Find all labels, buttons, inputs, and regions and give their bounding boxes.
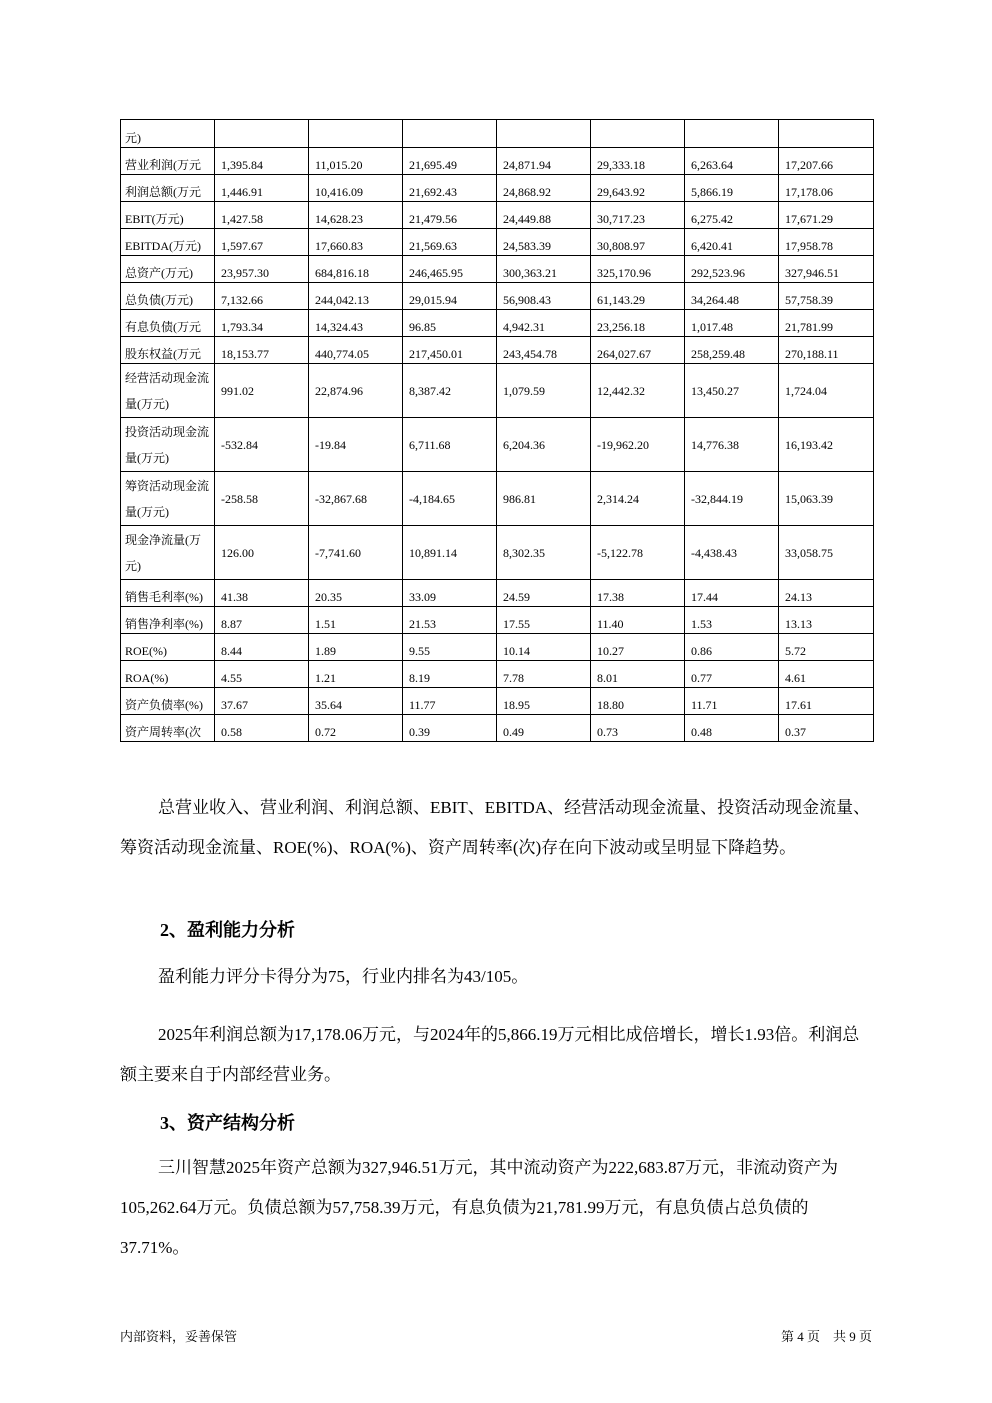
table-cell: 14,628.23 xyxy=(309,202,403,229)
table-cell: 8.44 xyxy=(215,634,309,661)
table-cell: 21,781.99 xyxy=(779,310,874,337)
row-label: 总资产(万元) xyxy=(121,256,215,283)
table-cell: -19,962.20 xyxy=(591,418,685,472)
table-cell: -32,844.19 xyxy=(685,472,779,526)
table-cell: 21,692.43 xyxy=(403,175,497,202)
table-cell: 18.80 xyxy=(591,688,685,715)
table-cell: 0.73 xyxy=(591,715,685,742)
section-heading-asset-structure: 3、资产结构分析 xyxy=(160,1113,295,1133)
table-cell: 17,958.78 xyxy=(779,229,874,256)
table-cell: 4.61 xyxy=(779,661,874,688)
table-row xyxy=(121,526,874,580)
table-cell: 10.14 xyxy=(497,634,591,661)
table-cell xyxy=(779,120,874,148)
row-label: 资产负债率(%) xyxy=(121,688,215,715)
table-cell: 8,387.42 xyxy=(403,364,497,418)
table-cell: 264,027.67 xyxy=(591,337,685,364)
table-cell: 61,143.29 xyxy=(591,283,685,310)
table-cell: 15,063.39 xyxy=(779,472,874,526)
table-row xyxy=(121,229,874,256)
table-cell: -4,184.65 xyxy=(403,472,497,526)
row-label: 现金净流量(万元) xyxy=(121,526,215,580)
table-cell: 17,660.83 xyxy=(309,229,403,256)
table-row xyxy=(121,175,874,202)
table-cell: 30,717.23 xyxy=(591,202,685,229)
table-cell: 11.77 xyxy=(403,688,497,715)
table-cell: 1,017.48 xyxy=(685,310,779,337)
table-cell xyxy=(215,120,309,148)
table-cell: 24.59 xyxy=(497,580,591,607)
row-label: ROA(%) xyxy=(121,661,215,688)
table-cell: 6,275.42 xyxy=(685,202,779,229)
table-row xyxy=(121,607,874,634)
table-cell: 1.89 xyxy=(309,634,403,661)
table-cell: 991.02 xyxy=(215,364,309,418)
table-cell: 29,333.18 xyxy=(591,148,685,175)
table-cell: 0.58 xyxy=(215,715,309,742)
table-cell: 1,793.34 xyxy=(215,310,309,337)
table-cell: 23,957.30 xyxy=(215,256,309,283)
table-cell: 17.55 xyxy=(497,607,591,634)
table-row xyxy=(121,337,874,364)
table-cell: 56,908.43 xyxy=(497,283,591,310)
table-cell: 22,874.96 xyxy=(309,364,403,418)
table-cell: 17,671.29 xyxy=(779,202,874,229)
table-cell: -532.84 xyxy=(215,418,309,472)
table-row xyxy=(121,580,874,607)
row-label: EBITDA(万元) xyxy=(121,229,215,256)
table-cell: -5,122.78 xyxy=(591,526,685,580)
table-cell: -7,741.60 xyxy=(309,526,403,580)
table-cell: 57,758.39 xyxy=(779,283,874,310)
table-row xyxy=(121,202,874,229)
table-cell: 33,058.75 xyxy=(779,526,874,580)
table-cell: 29,015.94 xyxy=(403,283,497,310)
row-label: EBIT(万元) xyxy=(121,202,215,229)
table-cell: 5.72 xyxy=(779,634,874,661)
table-cell: 684,816.18 xyxy=(309,256,403,283)
table-cell: 21.53 xyxy=(403,607,497,634)
table-row xyxy=(121,661,874,688)
row-label: 资产周转率(次 xyxy=(121,715,215,742)
table-cell: 17,207.66 xyxy=(779,148,874,175)
table-cell: 440,774.05 xyxy=(309,337,403,364)
table-cell: 1.51 xyxy=(309,607,403,634)
table-cell: 24,583.39 xyxy=(497,229,591,256)
row-label: 销售净利率(%) xyxy=(121,607,215,634)
table-cell: 24,871.94 xyxy=(497,148,591,175)
table-cell: 270,188.11 xyxy=(779,337,874,364)
table-cell: 7,132.66 xyxy=(215,283,309,310)
table-cell: 258,259.48 xyxy=(685,337,779,364)
table-cell: 10.27 xyxy=(591,634,685,661)
row-label: 利润总额(万元 xyxy=(121,175,215,202)
row-label: 有息负债(万元 xyxy=(121,310,215,337)
table-cell: 6,420.41 xyxy=(685,229,779,256)
row-label: 经营活动现金流量(万元) xyxy=(121,364,215,418)
table-row xyxy=(121,120,874,148)
table-cell: 24.13 xyxy=(779,580,874,607)
table-cell: 24,449.88 xyxy=(497,202,591,229)
table-cell: 11.40 xyxy=(591,607,685,634)
table-cell: 14,324.43 xyxy=(309,310,403,337)
table-row xyxy=(121,418,874,472)
table-cell: 0.39 xyxy=(403,715,497,742)
table-cell: 35.64 xyxy=(309,688,403,715)
table-cell: 34,264.48 xyxy=(685,283,779,310)
table-cell: 12,442.32 xyxy=(591,364,685,418)
summary-paragraph: 总营业收入、营业利润、利润总额、EBIT、EBITDA、经营活动现金流量、投资活动现金流量、筹资活动现金流量、ROE(%)、ROA(%)、资产周转率(次)存在向下波动或呈明显下降趋势。 xyxy=(120,798,871,857)
footer-confidential-note: 内部资料，妥善保管 xyxy=(120,1329,238,1344)
table-cell: 17.61 xyxy=(779,688,874,715)
table-row xyxy=(121,364,874,418)
row-label: 总负债(万元) xyxy=(121,283,215,310)
table-cell: 7.78 xyxy=(497,661,591,688)
table-cell: 1,446.91 xyxy=(215,175,309,202)
table-cell: 1,395.84 xyxy=(215,148,309,175)
table-cell: -4,438.43 xyxy=(685,526,779,580)
table-cell: 41.38 xyxy=(215,580,309,607)
table-cell: 24,868.92 xyxy=(497,175,591,202)
table-cell: 4.55 xyxy=(215,661,309,688)
table-cell: 10,891.14 xyxy=(403,526,497,580)
table-cell: -19.84 xyxy=(309,418,403,472)
table-row xyxy=(121,634,874,661)
table-cell: 246,465.95 xyxy=(403,256,497,283)
table-cell: 1,427.58 xyxy=(215,202,309,229)
table-body xyxy=(121,120,874,742)
table-cell: 1,597.67 xyxy=(215,229,309,256)
table-cell: 2,314.24 xyxy=(591,472,685,526)
table-cell: 0.77 xyxy=(685,661,779,688)
table-cell: 29,643.92 xyxy=(591,175,685,202)
table-row xyxy=(121,688,874,715)
table-cell: 325,170.96 xyxy=(591,256,685,283)
table-cell: 327,946.51 xyxy=(779,256,874,283)
profitability-score-paragraph: 盈利能力评分卡得分为75，行业内排名为43/105。 xyxy=(158,967,529,986)
row-label: 股东权益(万元 xyxy=(121,337,215,364)
table-cell: 8.87 xyxy=(215,607,309,634)
table-cell: 300,363.21 xyxy=(497,256,591,283)
table-cell: 986.81 xyxy=(497,472,591,526)
table-cell: 17,178.06 xyxy=(779,175,874,202)
table-cell: 5,866.19 xyxy=(685,175,779,202)
table-cell: 8.19 xyxy=(403,661,497,688)
table-cell: 30,808.97 xyxy=(591,229,685,256)
table-cell: 244,042.13 xyxy=(309,283,403,310)
table-cell: 21,569.63 xyxy=(403,229,497,256)
table-cell: 6,204.36 xyxy=(497,418,591,472)
table-cell: 96.85 xyxy=(403,310,497,337)
table-row xyxy=(121,715,874,742)
table-cell: 1,724.04 xyxy=(779,364,874,418)
table-cell: 11.71 xyxy=(685,688,779,715)
row-label: 营业利润(万元 xyxy=(121,148,215,175)
table-cell xyxy=(685,120,779,148)
table-cell: 37.67 xyxy=(215,688,309,715)
table-cell: 8,302.35 xyxy=(497,526,591,580)
table-cell: 18.95 xyxy=(497,688,591,715)
table-cell: 0.49 xyxy=(497,715,591,742)
table-cell xyxy=(309,120,403,148)
table-cell: 0.37 xyxy=(779,715,874,742)
row-label: 元) xyxy=(121,120,215,148)
table-row xyxy=(121,310,874,337)
table-cell: 11,015.20 xyxy=(309,148,403,175)
table-cell: 14,776.38 xyxy=(685,418,779,472)
table-row xyxy=(121,283,874,310)
table-cell: 9.55 xyxy=(403,634,497,661)
financial-data-table xyxy=(120,119,874,742)
table-cell: 1,079.59 xyxy=(497,364,591,418)
row-label: ROE(%) xyxy=(121,634,215,661)
table-cell: 21,695.49 xyxy=(403,148,497,175)
table-cell: 4,942.31 xyxy=(497,310,591,337)
table-cell: 13,450.27 xyxy=(685,364,779,418)
table-cell xyxy=(497,120,591,148)
table-cell xyxy=(403,120,497,148)
row-label: 投资活动现金流量(万元) xyxy=(121,418,215,472)
row-label: 销售毛利率(%) xyxy=(121,580,215,607)
table-cell: 21,479.56 xyxy=(403,202,497,229)
table-cell: 243,454.78 xyxy=(497,337,591,364)
table-cell: 217,450.01 xyxy=(403,337,497,364)
table-cell: 126.00 xyxy=(215,526,309,580)
footer-page-number: 第 4 页 共 9 页 xyxy=(780,1329,872,1344)
table-row xyxy=(121,148,874,175)
table-cell: 6,263.64 xyxy=(685,148,779,175)
table-cell: 1.53 xyxy=(685,607,779,634)
row-label: 筹资活动现金流量(万元) xyxy=(121,472,215,526)
table-cell: 23,256.18 xyxy=(591,310,685,337)
table-cell: 17.44 xyxy=(685,580,779,607)
table-cell: -258.58 xyxy=(215,472,309,526)
table-cell: 6,711.68 xyxy=(403,418,497,472)
table-cell: 0.72 xyxy=(309,715,403,742)
table-cell: 16,193.42 xyxy=(779,418,874,472)
table-cell: 8.01 xyxy=(591,661,685,688)
table-cell: 1.21 xyxy=(309,661,403,688)
table-row xyxy=(121,256,874,283)
table-cell: 17.38 xyxy=(591,580,685,607)
table-row xyxy=(121,472,874,526)
table-cell: 10,416.09 xyxy=(309,175,403,202)
asset-structure-paragraph: 三川智慧2025年资产总额为327,946.51万元，其中流动资产为222,683.87万元，非流动资产为105,262.64万元。负债总额为57,758.39万元，有息负债为21,781.99万元，有息负债占总负债的37.71%。 xyxy=(120,1158,838,1257)
table-cell: 18,153.77 xyxy=(215,337,309,364)
table-cell: 20.35 xyxy=(309,580,403,607)
profit-growth-paragraph: 2025年利润总额为17,178.06万元，与2024年的5,866.19万元相比成倍增长，增长1.93倍。利润总额主要来自于内部经营业务。 xyxy=(120,1025,860,1084)
table-cell: -32,867.68 xyxy=(309,472,403,526)
table-cell: 13.13 xyxy=(779,607,874,634)
table-cell: 0.48 xyxy=(685,715,779,742)
section-heading-profitability: 2、盈利能力分析 xyxy=(160,920,295,940)
table-cell: 0.86 xyxy=(685,634,779,661)
table-cell xyxy=(591,120,685,148)
table-cell: 292,523.96 xyxy=(685,256,779,283)
table-cell: 33.09 xyxy=(403,580,497,607)
